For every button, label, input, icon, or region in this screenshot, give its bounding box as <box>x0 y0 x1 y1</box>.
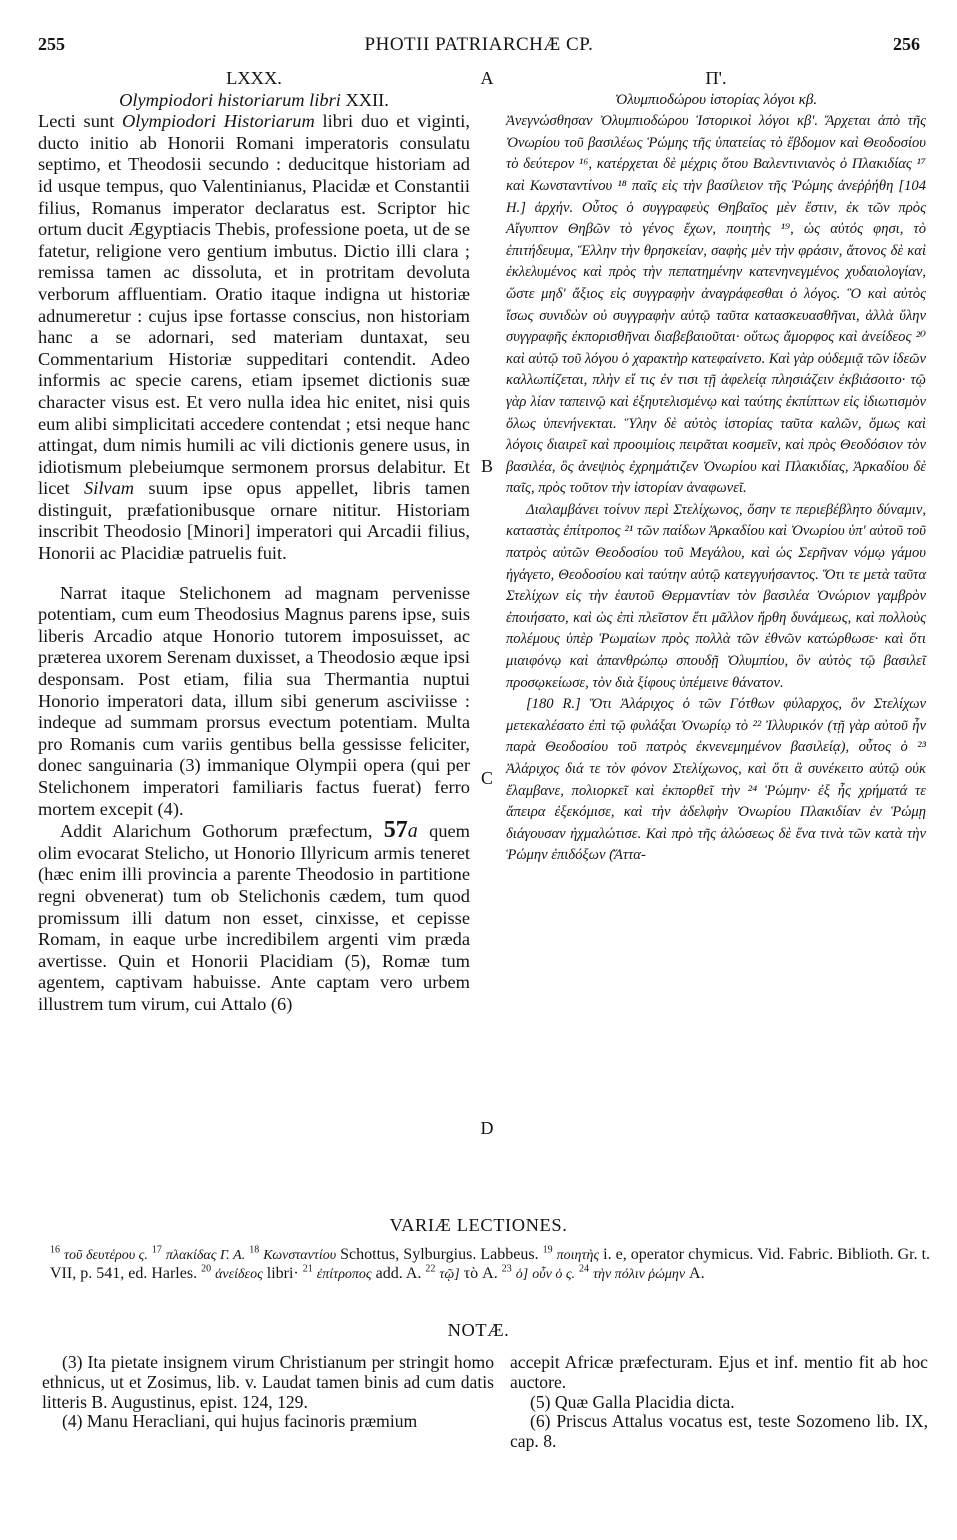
running-head: PHOTII PATRIARCHÆ CP. <box>364 34 594 55</box>
variae-lectiones <box>50 1246 930 1284</box>
variae-lectiones-title: VARIÆ LECTIONES. <box>389 1215 568 1235</box>
greek-paragraph-3: [180 R.] Ὅτι Ἀλάριχος ὁ τῶν Γότθων φύλαρχος, ὃν Στελίχων μετεκαλέσατο ἐπὶ τῷ φυλάξαι Ὀνωρίῳ τὸ ²² Ἰλλυρικόν (τῇ γὰρ αὐτοῦ ἦν παρὰ Θεοδοσίου τοῦ πατρὸς ἐκνενεμημένον βασιλείᾳ), οὗτος ὁ ²³ Ἀλάριχος διά τε τὸν φόνον Στελίχωνος, καὶ ὅτι ἃ συνέκειτο αὐτῷ οὐκ ἔλαμβανε, πολιορκεῖ καὶ ἐκπορθεῖ τὴν ²⁴ Ῥώμην· ἐξ ἧς χρήματά τε ἄπειρα ἐξεκόμισε, καὶ τὴν ἀδελφὴν Ὀνωρίου Πλακιδίαν ἐν Ῥώμῃ διάγουσαν ἠχμαλώτισε. Καὶ πρὸ τῆς ἁλώσεως δὲ ἕνα τινὰ τῶν κατὰ τὴν Ῥώμην ἐπιδόξων (Ἄττα- <box>506 696 926 864</box>
variant-22: $^{22}$ τῷ] τὸ A. <box>425 1263 498 1282</box>
variant-19: $^{19}$ ποιητὴς i. e, operator chymicus. Vid. Fabric. Biblioth. Gr. t. VII, p. 541, ed. Harles. <box>50 1244 931 1282</box>
latin-chapter-title: Olympiodori historiarum libri XXII. <box>119 89 389 110</box>
variant-24: $^{24}$ τὴν πόλιν ῥώμην A. <box>579 1263 705 1282</box>
latin-chapter-number: LXXX. <box>226 68 282 88</box>
greek-paragraph-2: Διαλαμβάνει τοίνυν περὶ Στελίχωνος, ὅσην τε περιεβέβλητο δύναμιν, καταστὰς ἐπίτροπος ²¹ τῶν παίδων Ἀρκαδίου καὶ Ὀνωρίου ὑπ' αὐτοῦ τοῦ πατρὸς αὐτῶν Θεοδοσίου τοῦ Μεγάλου, καὶ ὡς Σερῆναν νόμῳ γάμου ἠγάγετο, Θεοδοσίου καὶ ταύτην αὐτῷ κατεγγυήσαντος. Ὅτι τε μετὰ ταῦτα Στελίχων εἰς τὴν ἑαυτοῦ Θερμαντίαν τὸν βασιλέα Ὀνώριον γαμβρὸν ἐποιήσατο, καὶ ὡς ἐπὶ πλεῖστον ἔτι μᾶλλον ἤρθη δυνάμεως, καὶ πολλοὺς πολέμους ὑπὲρ Ῥωμαίων πρὸς πολλὰ τῶν ἐθνῶν κατώρθωσε· καὶ ὅτι μιαιφόνῳ καὶ ἀπανθρώπῳ σπουδῇ Ὀλυμπίου, ὃν αὐτὸς τῷ βασιλεῖ προσῳκείωσε, τὸν διὰ ξίφους ὑπέμεινε θάνατον. <box>506 501 926 691</box>
note-6: (6) Priscus Attalus vocatus est, teste Sozomeno lib. IX, cap. 8. <box>510 1411 928 1452</box>
variant-16: $^{16}$ τοῦ δευτέρου ς. <box>50 1244 148 1263</box>
margin-marker-c: C <box>480 768 493 788</box>
margin-marker-a: A <box>480 68 494 88</box>
note-4-continued: accepit Africæ præfecturam. Ejus et inf. mentio fit ab hoc auctore. <box>510 1352 928 1392</box>
variant-21: $^{21}$ ἐπίτροπος add. A. <box>302 1263 422 1282</box>
variant-17: $^{17}$ πλακίδας Γ. A. <box>151 1244 246 1263</box>
variant-23: $^{23}$ ὁ] οὖν ὁ ς. <box>501 1263 576 1282</box>
page-number-right: 256 <box>893 34 920 54</box>
latin-paragraph-1: Lecti sunt Olympiodori Historiarum libri duo et viginti, ducto initio ab Honorii Romani imperatoris consulatu septimo, et Theodosii secundo : deducitque historiam ad id usque tempus, quo Valentinianus, Placidæ et Constantii filius, Romanus imperator declaratus est. Scriptor hic ortum ducit Ægyptiacis Thebis, professione poeta, ut de se fatetur, religione vero gentium imbutus. Dictio illi clara ; remissa tamen ac dissoluta, et in protritam devoluta verborum affluentiam. Oratio itaque indigna ut historiæ adnumeretur : cujus ipse fortasse conscius, non historiam hanc a se adornari, sed materiam duntaxat, seu Commentarium Historiæ suppeditari contendit. Adeo informis ac specie carens, etiam ipsemet dictionis suæ character visus est. Et vero nulla idea hic enitet, nisi quis eum alibi simplicitati accedere contendat ; etsi neque hanc attingat, dum nimis humili ac vili dictionis genere usus, in idiotismum plebeiumque sermonem prorsus delabitur. Et licet Silvam suum ipse opus appellet, libris tamen distinguit, præfationibusque ornare nititur. Historiam inscribit Theodosio [Minori] imperatori qui Arcadii filius, Honorii ac Placidiæ patruelis fuit. <box>38 111 470 564</box>
page-header <box>38 34 920 56</box>
note-5: (5) Quæ Galla Placidia dicta. <box>530 1391 735 1412</box>
latin-paragraph-2: Narrat itaque Stelichonem ad magnam pervenisse potentiam, cum eum Theodosius Magnus parens ipse, suis liberis Arcadio atque Honorio tutorem imposuisset, ac præterea uxorem Serenam duxisset, a Theodosio æque ipsi desponsam. Post etiam, filia sua Thermantia nuptui Honorio imperatori data, illum sibi generum asciviisse : indeque ad summam prorsus evectum potentiam. Multa pro Romanis cum variis gentibus bella gessisse feliciter, donec sanguinaria (3) immanique Olympii opera (qui per Stelichonem imperatori familiaris factus fuerat) ferro mortem excepit (4). <box>38 582 470 819</box>
latin-paragraph-3: Addit Alarichum Gothorum præfectum, 57a quem olim evocarat Stelicho, ut Honorio Illyricum armis teneret (hæc enim illi provincia a parente Theodosio in partitione regni obvenerat) tum ob Stelichonis cædem, tum quod promissum illi datum non esset, cinxisse, et cepisse Romam, in eaque urbe incredibilem argenti vim præda avertisse. Quin et Honorii Placidiam (5), Romæ tum agentem, captivam habuisse. Ante captam vero urbem illustrem tum virum, cui Attalo (6) <box>38 817 470 1014</box>
variant-18: $^{18}$ Κωνσταντίου Schottus, Sylburgius. Labbeus. <box>249 1244 539 1263</box>
margin-marker-b: B <box>480 456 493 476</box>
variant-20: $^{20}$ ἀνείδεος libri· <box>201 1263 299 1282</box>
greek-column <box>506 68 926 867</box>
folio-marker: 57a <box>383 817 418 844</box>
note-3: (3) Ita pietate insignem virum Christianum per stringit homo ethnicus, ut et Zosimus, lib. v. Laudat tamen binis ad cum datis litteris B. Augustinus, epist. 124, 129. <box>42 1352 494 1412</box>
notes-left <box>42 1353 494 1432</box>
notes-right <box>510 1353 928 1452</box>
latin-column <box>38 68 470 1016</box>
margin-marker-d: D <box>480 1118 494 1138</box>
greek-chapter-title: Ὀλυμπιοδώρου ἱστορίας λόγοι κβ. <box>614 91 818 108</box>
greek-paragraph-1: Ἀνεγνώσθησαν Ὀλυμπιοδώρου Ἱστορικοὶ λόγοι κβ'. Ἄρχεται ἀπὸ τῆς Ὀνωρίου τοῦ βασιλέως Ῥώμης τῆς ὑπατείας τὸ ἕβδομον καὶ Θεοδοσίου τὸ δεύτερον ¹⁶, κατέρχεται δὲ μέχρις ὅτου Βαλεντινιανὸς ὁ Πλακιδίας ¹⁷ καὶ Κωνσταντίνου ¹⁸ παῖς εἰς τὴν βασίλειον τῆς Ῥώμης ἀνεῤῥήθη [104 H.] ἀρχήν. Οὗτος ὁ συγγραφεὺς Θηβαῖος μὲν ἔστιν, ἐκ τῶν πρὸς Αἴγυπτον Θηβῶν τὸ γένος ἔχων, ποιητὴς ¹⁹, ὡς αὐτός φησι, τὸ ἐπιτήδευμα, Ἕλλην τὴν θρησκείαν, σαφὴς μὲν τὴν φράσιν, ἄτονος δὲ καὶ ἐκλελυμένος καὶ πρὸς τὴν πεπατημένην κατενηνεγμένος χυδαιολογίαν, ὥστε μηδ' ἄξιος εἰς συγγραφὴν ἀναγράφεσθαι ὁ λόγος. Ὃ καὶ αὐτὸς ἴσως συνιδὼν οὐ συγγραφὴν αὐτῷ ταῦτα κατασκευασθῆναι, ἀλλὰ ὕλην συγγραφῆς ἐκπορισθῆναι διαβεβαιοῦται· οὕτως ἄμορφος καὶ ἀνείδεος ²⁰ καὶ αὐτῷ τοῦ λόγου ὁ χαρακτὴρ κατεφαίνετο. Καὶ γὰρ οὐδεμιᾷ τῶν ἰδεῶν καλλωπίζεται, πλὴν εἴ τις ἐν τισι τῇ ἀφελείᾳ πλησιάζειν ἐκβιάσοιτο· τῷ γὰρ λίαν ταπεινῷ καὶ ἐξηυτελισμένῳ καὶ ταύτης ἐκπίπτων εἰς ἰδιωτισμὸν ὅλως ὑπενήνεκται. Ὕλην δὲ αὐτὸς ἱστορίας ταῦτα καλῶν, ὅμως καὶ λόγοις διαιρεῖ καὶ προοιμίοις πειρᾶται κοσμεῖν, καὶ πρὸς Θεοδόσιον τὸν βασιλέα, ὃς ἀνεψιὸς ἐχρημάτιζεν Ὀνωρίου καὶ Πλακιδίας, Ἀρκαδίου δὲ παῖς, πρὸς τοῦτον τὴν ἱστορίαν ἀναφωνεῖ. <box>506 113 926 497</box>
notae-title: NOTÆ. <box>447 1320 510 1340</box>
greek-chapter-number: Π'. <box>705 68 727 88</box>
page-number-left: 255 <box>38 34 65 54</box>
note-4: (4) Manu Heracliani, qui hujus facinoris præmium <box>62 1411 418 1432</box>
